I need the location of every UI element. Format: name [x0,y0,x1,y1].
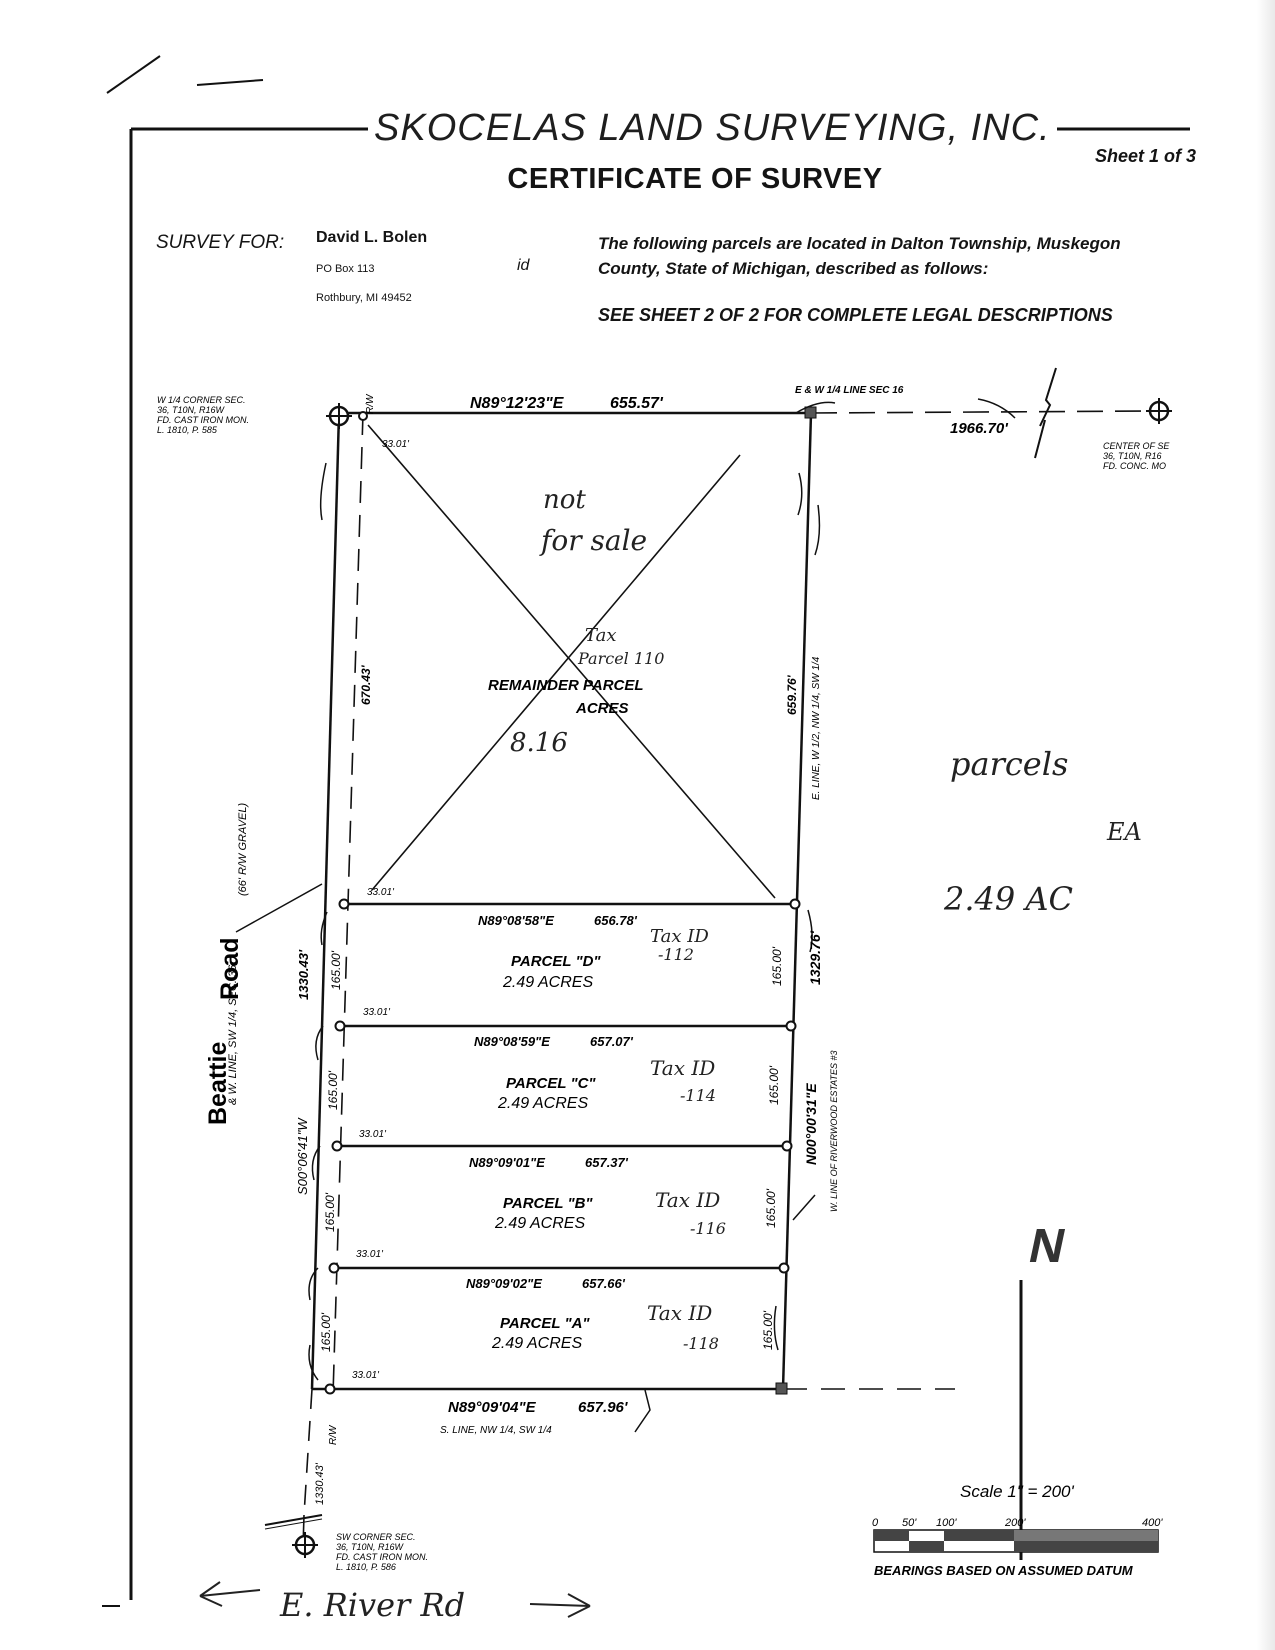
certificate-title: CERTIFICATE OF SURVEY [507,163,883,195]
road-name: Beattie [204,1041,232,1125]
riverwood-leader [793,1195,815,1220]
stray-mark-text: id [517,257,530,274]
iron-marker [333,1142,342,1151]
scale-label: Scale 1" = 200' [960,1482,1074,1501]
sw-corner-line1: SW CORNER SEC. [336,1532,416,1542]
scale-bar [874,1530,1158,1552]
parcel-a-east-depth: 165.00' [761,1311,775,1350]
quarter-line-leader [978,399,1015,418]
row-offset: 33.01' [363,1007,390,1018]
handwritten-tax-id-c-number: -114 [680,1086,716,1105]
handwritten-tax-id-d: Tax ID [650,926,709,947]
parcel-d-west-depth: 165.00' [329,951,343,990]
row-offset: 33.01' [352,1370,379,1381]
iron-marker [336,1022,345,1031]
iron-marker [340,900,349,909]
handwritten-acreage: 2.49 AC [944,880,1074,918]
parcel-b-west-depth: 165.00' [323,1193,337,1232]
quarter-line-extension [811,411,1155,413]
east-bearing: N00°00'31"E [803,1083,819,1165]
handwritten-river-road: E. River Rd [280,1586,466,1624]
see-sheet-note: SEE SHEET 2 OF 2 FOR COMPLETE LEGAL DESCRIPTIONS [598,305,1113,325]
handwritten-for-sale: for sale [541,524,648,557]
client-address-line2: Rothbury, MI 49452 [316,292,412,304]
center-distance: 1966.70' [950,420,1008,437]
iron-marker [783,1142,792,1151]
sheet-number: Sheet 1 of 3 [1095,146,1197,166]
handwritten-parcels: parcels [950,745,1069,783]
parcel-b-east-depth: 165.00' [764,1189,778,1228]
survey-for-label: SURVEY FOR: [156,232,285,253]
sw-corner-line4: L. 1810, P. 586 [336,1562,396,1572]
north-arrow-label: N [1024,1219,1071,1273]
west-bearing: S00°06'41"W [295,1118,310,1195]
remainder-label: REMAINDER PARCEL [488,677,644,694]
parcel-b-name: PARCEL "B" [503,1195,593,1212]
west-total-south: 1330.43' [314,1463,326,1505]
parcel-c-bearing: N89°08'59"E [474,1034,550,1049]
client-address-line1: PO Box 113 [316,263,375,275]
row-offset: 33.01' [359,1129,386,1140]
parcel-d-acres: 2.49 ACRES [503,974,594,991]
east-line-leader [815,505,819,555]
parcel-a-acres: 2.49 ACRES [492,1335,583,1352]
west-line-south-extension [304,1389,312,1515]
parcel-b-bearing: N89°09'01"E [469,1155,545,1170]
company-name: SKOCELAS LAND SURVEYING, INC. [368,107,1057,150]
w-quarter-corner-line2: 36, T10N, R16W [157,405,225,415]
top-distance: 655.57' [610,395,663,412]
parcel-d-east-depth: 165.00' [770,947,784,986]
right-arrow-icon [530,1594,590,1617]
dimension-arc [321,463,326,520]
handwritten-tax-id-a: Tax ID [647,1301,713,1325]
dimension-arc [798,473,802,515]
iron-marker [330,1264,339,1273]
sw-corner-line3: FD. CAST IRON MON. [336,1552,428,1562]
iron-marker [326,1385,335,1394]
scale-tick-100: 100' [936,1517,957,1529]
remainder-acres-label: ACRES [576,700,629,717]
row-offset: 33.01' [356,1249,383,1260]
parcel-a-west-depth: 165.00' [319,1313,333,1352]
top-bearing: N89°12'23"E [470,395,564,412]
quarter-line-label: E & W 1/4 LINE SEC 16 [795,385,904,396]
break-mark [1040,368,1056,426]
stray-mark [197,80,263,85]
center-section-line3: FD. CONC. MO [1103,461,1166,471]
road-note: & W. LINE, SW 1/4, SEC. 36 [227,964,239,1105]
south-line-note: S. LINE, NW 1/4, SW 1/4 [440,1425,552,1436]
w-quarter-corner-line1: W 1/4 CORNER SEC. [157,395,246,405]
remainder-west-side: 670.43' [359,665,373,705]
parcel-d-distance: 656.78' [594,913,637,928]
riverwood-note: W. LINE OF RIVERWOOD ESTATES #3 [829,1050,839,1212]
center-section-monument [1146,398,1172,424]
handwritten-tax-id-c: Tax ID [650,1056,716,1080]
row-label-south: R/W [328,1425,339,1445]
sw-corner-monument [292,1532,318,1558]
parcel-b-distance: 657.37' [585,1155,628,1170]
parcel-b-acres: 2.49 ACRES [495,1215,586,1232]
bottom-bearing: N89°09'04"E [448,1399,536,1416]
parcel-c-distance: 657.07' [590,1034,633,1049]
handwritten-tax-id-b-number: -116 [690,1219,726,1238]
w-quarter-corner-line4: L. 1810, P. 585 [157,425,217,435]
center-section-line1: CENTER OF SE [1103,441,1170,451]
east-line-note: E. LINE, W 1/2, NW 1/4, SW 1/4 [811,656,822,800]
scale-tick-50: 50' [902,1517,917,1529]
ne-corner-marker [805,407,816,418]
handwritten-tax-id-a-number: -118 [683,1334,719,1353]
scale-tick-0: 0 [872,1517,879,1529]
road-word: Road [216,937,244,1000]
row-offset: 33.01' [367,887,394,898]
bearings-note: BEARINGS BASED ON ASSUMED DATUM [874,1563,1133,1578]
handwritten-not: not [543,485,586,515]
location-description-line1: The following parcels are located in Dalton Township, Muskegon [598,234,1121,253]
bottom-distance: 657.96' [578,1399,628,1416]
west-total: 1330.43' [296,949,311,1000]
handwritten-tax: Tax [585,625,617,646]
parcel-c-name: PARCEL "C" [506,1075,596,1092]
remainder-east-side: 659.76' [785,675,799,715]
left-arrow-icon [200,1582,260,1606]
row-label-north: R/W [365,394,376,414]
west-boundary [312,413,339,1389]
east-total: 1329.76' [807,931,823,985]
parcel-a-distance: 657.66' [582,1276,625,1291]
row-offset: 33.01' [382,439,409,450]
cross-out-line [372,455,740,890]
parcel-c-east-depth: 165.00' [767,1066,781,1105]
scale-tick-200: 200' [1005,1517,1026,1529]
handwritten-parcel-110: Parcel 110 [578,649,665,668]
south-line-leader [635,1390,650,1432]
iron-marker [791,900,800,909]
parcel-c-west-depth: 165.00' [326,1071,340,1110]
west-quarter-corner-monument [326,403,352,429]
stray-mark [107,56,160,93]
w-quarter-corner-line3: FD. CAST IRON MON. [157,415,249,425]
parcel-a-bearing: N89°09'02"E [466,1276,542,1291]
handwritten-each: EA [1107,818,1142,846]
se-corner-marker [776,1383,787,1394]
parcel-a-name: PARCEL "A" [500,1315,590,1332]
center-section-line2: 36, T10N, R16 [1103,451,1162,461]
parcel-d-name: PARCEL "D" [511,953,601,970]
client-name: David L. Bolen [316,229,428,246]
road-width: (66' R/W GRAVEL) [237,802,249,896]
iron-marker [780,1264,789,1273]
sw-corner-line2: 36, T10N, R16W [336,1542,404,1552]
location-description-line2: County, State of Michigan, described as follows: [598,259,989,278]
parcel-c-acres: 2.49 ACRES [498,1095,589,1112]
location-description [598,231,1178,281]
iron-marker [787,1022,796,1031]
handwritten-tax-id-b: Tax ID [655,1188,721,1212]
handwritten-tax-id-d-number: -112 [658,945,694,964]
scale-tick-400: 400' [1142,1517,1163,1529]
parcel-d-bearing: N89°08'58"E [478,913,554,928]
handwritten-remainder-acres: 8.16 [510,728,568,758]
